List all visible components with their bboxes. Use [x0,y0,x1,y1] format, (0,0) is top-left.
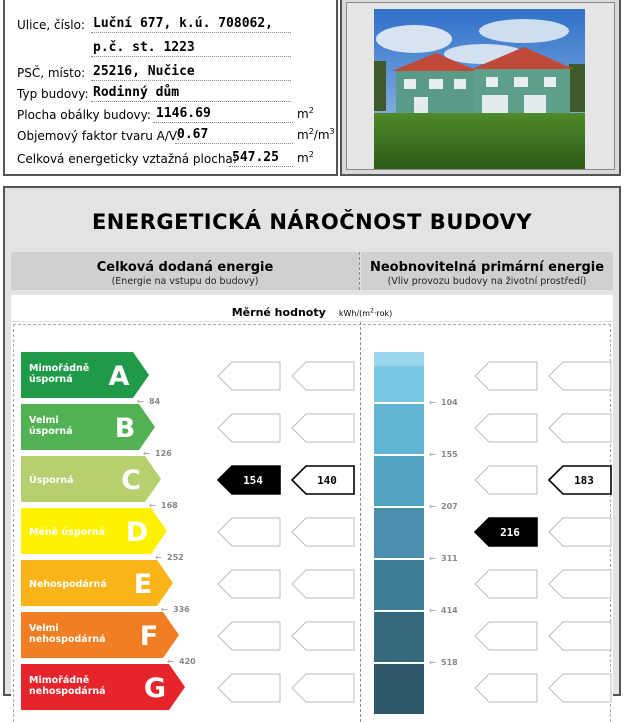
left-threshold-value: 336 [173,605,190,614]
right-empty-marker [549,518,611,546]
class-label-line1: Mimořádně [29,363,90,374]
envelope-rule [153,122,293,123]
right-empty-marker [475,570,537,598]
postal-value: 25216, Nučice [93,64,195,79]
right-empty-marker [549,622,611,650]
left-threshold-arrow: ← [161,605,168,614]
floor-area-label: Celková energeticky vztažná plocha: [17,152,237,166]
class-label-line1: Velmi [29,415,59,426]
right-threshold-value: 155 [441,450,458,459]
right-threshold-value: 207 [441,502,458,511]
shape-factor-rule [175,143,293,144]
left-threshold-value: 126 [155,449,172,458]
left-threshold-value: 168 [161,501,178,510]
right-threshold-arrow: ← [429,658,436,667]
right-threshold-arrow: ← [429,398,436,407]
class-label-line1: Mimořádně [29,675,90,686]
right-threshold-value: 311 [441,554,458,563]
header-divider [359,252,360,290]
left-empty-marker [292,570,354,598]
right-threshold-arrow: ← [429,554,436,563]
primary-scale-segment [374,664,424,714]
right-threshold-arrow: ← [429,606,436,615]
right-empty-marker [549,674,611,702]
right-empty-marker [475,674,537,702]
building-photo [374,9,585,169]
left-threshold-value: 84 [149,397,161,406]
address-line2-rule [91,56,291,57]
class-letter: E [133,569,153,600]
type-label: Typ budovy: [17,87,89,101]
class-letter: D [125,517,149,548]
postal-rule [91,80,291,81]
building-photo-frame [340,0,621,176]
envelope-unit: $m^2$ [297,106,314,121]
primary-energy-marker-value: 216 [500,526,520,539]
class-letter: A [108,361,130,392]
left-threshold-arrow: ← [143,449,150,458]
left-empty-marker [218,362,280,390]
primary-scale-segment [374,404,424,454]
left-empty-marker [218,518,280,546]
primary-scale-segment [374,560,424,610]
units-bar [11,295,613,321]
left-empty-marker [218,674,280,702]
delivered-energy-subheading: (Energie na vstupu do budovy) [111,276,259,287]
right-empty-marker [475,622,537,650]
right-threshold-value: 518 [441,658,458,667]
address-line1: Luční 677, k.ú. 708062, [93,16,274,31]
delivered-energy-header [11,252,359,290]
right-empty-marker [549,570,611,598]
address-line1-rule [91,32,291,33]
left-empty-marker [292,518,354,546]
shape-factor-label: Objemový faktor tvaru A/V: [17,129,181,143]
right-empty-marker [475,362,537,390]
left-threshold-arrow: ← [155,553,162,562]
type-rule [91,101,291,102]
left-threshold-arrow: ← [167,657,174,666]
primary-scale-segment [374,456,424,506]
left-empty-marker [292,674,354,702]
shape-factor-unit: $m^2/m^3$ [297,127,335,142]
left-empty-marker [292,362,354,390]
energy-performance-panel [3,186,621,704]
delivered-energy-heading: Celková dodaná energie [96,260,274,275]
address-label: Ulice, číslo: [17,18,85,32]
class-label-line2: nehospodárná [29,634,106,645]
left-threshold-arrow: ← [149,501,156,510]
class-letter: G [143,673,167,704]
postal-label: PSČ, místo: [17,66,86,80]
class-label-line2: nehospodárná [29,686,106,697]
right-empty-marker [549,414,611,442]
envelope-value: 1146.69 [156,106,211,121]
shape-factor-value: 0.67 [177,127,209,142]
left-empty-marker [292,622,354,650]
class-label: Méně úsporná [29,527,106,538]
address-line2: p.č. st. 1223 [93,40,195,55]
class-label: Úsporná [29,475,74,486]
floor-area-unit: $m^2$ [297,150,314,165]
left-empty-marker [292,414,354,442]
envelope-label: Plocha obálky budovy: [17,108,151,122]
primary-energy-header [361,252,613,290]
class-letter: F [139,621,159,652]
primary-energy-subheading: (Vliv provozu budovy na životní prostředí) [387,276,587,287]
delivered-energy-reference-marker-value: 140 [317,474,337,487]
energy-class-chart [11,322,613,722]
class-label: Nehospodárná [29,579,107,590]
photo-inner-frame [346,2,615,170]
primary-scale-segment [374,508,424,558]
delivered-energy-marker-value: 154 [243,474,263,487]
class-label-line2: úsporná [29,426,73,437]
class-letter: C [121,465,141,496]
primary-scale-segment [374,612,424,662]
right-threshold-arrow: ← [429,450,436,459]
floor-area-rule [229,166,293,167]
right-threshold-value: 104 [441,398,458,407]
panel-title: ENERGETICKÁ NÁROČNOST BUDOVY [91,210,533,234]
building-info-box [3,0,338,176]
left-threshold-value: 420 [179,657,196,666]
floor-area-value: 547.25 [232,150,279,165]
left-empty-marker [218,622,280,650]
units-label: kWh/(m2·rok) [338,307,393,318]
energy-scale-graphic [11,322,613,722]
right-empty-marker [475,466,537,494]
right-empty-marker [475,414,537,442]
right-threshold-arrow: ← [429,502,436,511]
left-empty-marker [218,414,280,442]
class-letter: B [114,413,136,444]
right-empty-marker [549,362,611,390]
left-empty-marker [218,570,280,598]
left-threshold-arrow: ← [137,397,144,406]
primary-scale-top [374,352,424,366]
units-title: Měrné hodnoty [231,306,326,319]
class-label-line2: úsporná [29,374,73,385]
class-label-line1: Velmi [29,623,59,634]
type-value: Rodinný dům [93,85,180,100]
primary-energy-heading: Neobnovitelná primární energie [369,260,605,275]
right-threshold-value: 414 [441,606,458,615]
primary-energy-reference-marker-value: 183 [574,474,594,487]
left-threshold-value: 252 [167,553,184,562]
